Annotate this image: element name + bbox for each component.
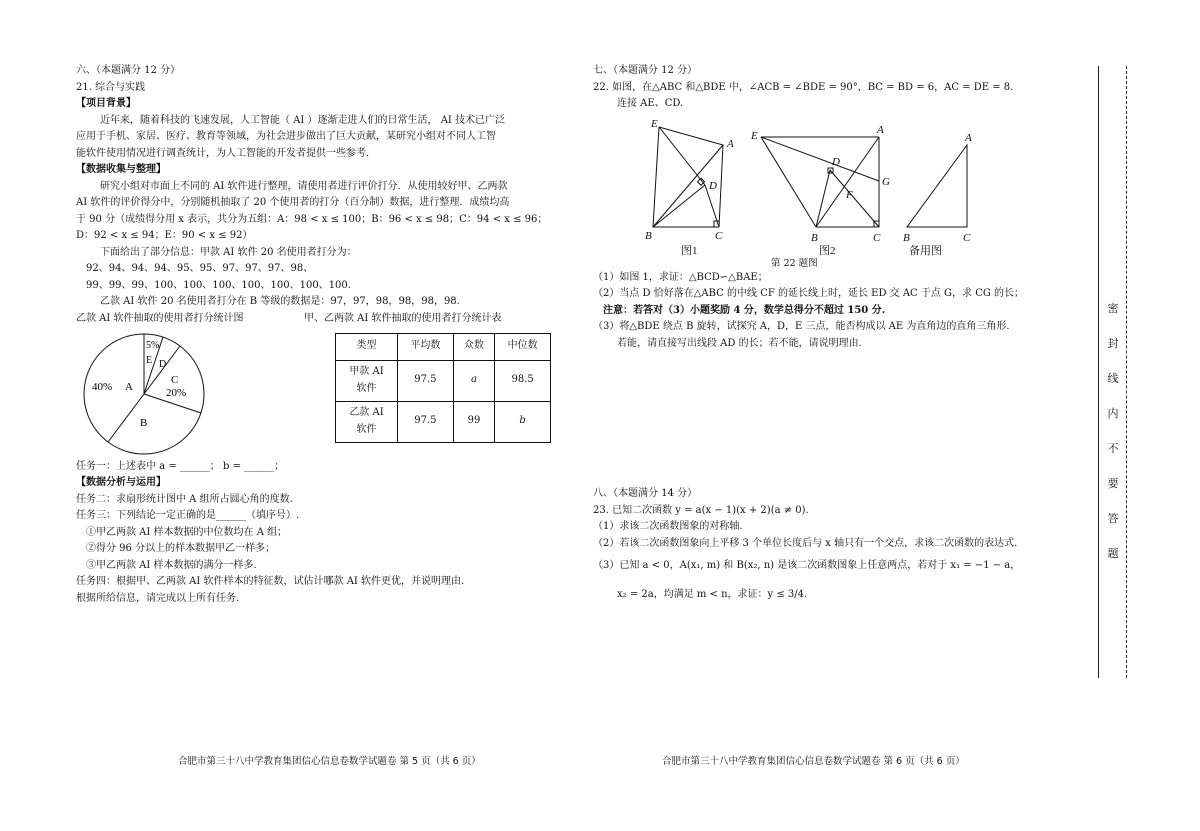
seal-char: 线: [1107, 372, 1119, 385]
chart-titles: [76, 311, 566, 331]
fig2-line-BA: [816, 137, 879, 227]
table-title: 甲、乙两款 AI 软件抽取的使用者打分统计表: [304, 312, 502, 324]
table-cell-type: 乙款 AI 软件: [336, 401, 398, 442]
fig2-caption: 图2: [819, 244, 836, 257]
q22-note: 注意：若答对（3）小题奖励 4 分，数学总得分不超过 150 分.: [603, 304, 886, 316]
q23-part1: （1）求该二次函数图象的对称轴.: [593, 521, 743, 532]
fig3-triangle: [907, 145, 967, 227]
fig1-outline: [653, 127, 723, 227]
q23-part3b: x₂ = 2a，均满足 m < n，求证：y ≤ 3/4.: [617, 588, 808, 600]
data-line-2: AI 软件的评价得分中，分别随机抽取了 20 个使用者的打分（百分制）数据，进行整理．成绩均高: [76, 197, 510, 208]
background-line-2: 应用于手机、家居、医疗、教育等领域，为社会进步做出了巨大贡献，某研究小组对不同人工智: [76, 131, 496, 142]
pie-label-A: 40%: [92, 380, 113, 393]
section8-title: 八、（本题满分 14 分）: [593, 488, 698, 499]
table-cell: b: [495, 401, 551, 442]
answer-space: [593, 352, 1073, 486]
seal-notice: [1103, 300, 1123, 561]
pie-chart-title: 乙款 AI 软件抽取的使用者打分统计图: [76, 312, 244, 324]
table-header: 众数: [453, 333, 494, 360]
data-line-4: D：92 < x ≤ 94；E：90 < x ≤ 92）: [76, 230, 253, 241]
task3: 任务三：下列结论一定正确的是______（填序号）.: [76, 510, 300, 521]
table-cell: 98.5: [495, 360, 551, 401]
seal-char: 答: [1107, 512, 1119, 525]
fig1-label: D: [709, 179, 717, 192]
fig2-line-BD: [816, 170, 830, 227]
figure-3: [907, 145, 967, 227]
background-heading: 【项目背景】: [76, 98, 136, 109]
fig3-label: C: [963, 231, 971, 244]
fig2-line-EG: [761, 137, 879, 181]
pie-divider-A-B: [108, 394, 144, 442]
pie-label-E-pct: 5%: [146, 339, 160, 351]
partial-info: 下面给出了部分信息：甲款 AI 软件 20 名使用者打分为：: [100, 246, 357, 258]
fig1-line-BD: [653, 185, 705, 227]
fig1-label: B: [645, 229, 652, 242]
pie-label-D: D: [159, 358, 167, 370]
pie-label-C: C: [171, 373, 179, 386]
q22-part2: （2）当点 D 恰好落在△ABC 的中线 CF 的延长线上时，延长 ED 交 AC 于点 G，求 CG 的长；: [593, 288, 1025, 299]
fig3-label: B: [903, 231, 910, 244]
fig2-label: A: [877, 123, 884, 136]
fig1-line-ED: [659, 127, 705, 185]
task3-option-2: ②得分 96 分以上的样本数据甲乙一样多；: [86, 543, 276, 554]
table-cell: a: [453, 360, 494, 401]
background-line-3: 能软件使用情况进行调查统计，为人工智能的开发者提供一些参考.: [76, 147, 370, 159]
table-header-row: [336, 333, 551, 360]
data-line-1: 研究小组对市面上不同的 AI 软件进行整理，请使用者进行评价打分．从使用较好甲、乙两款: [100, 180, 508, 192]
pie-label-E: E: [146, 354, 153, 366]
q23-part2: （2）若该二次函数图象向上平移 3 个单位长度后与 x 轴只有一个交点，求该二次函数的表达式.: [593, 537, 1018, 549]
binding-border: [1098, 66, 1099, 678]
pie-label-A-letter: A: [125, 380, 133, 393]
task2: 任务二：求扇形统计图中 A 组所占圆心角的度数.: [76, 493, 293, 505]
fig2-label: C: [873, 231, 881, 244]
data-heading: 【数据收集与整理】: [76, 164, 166, 175]
fig2-label: B: [811, 231, 818, 244]
seal-char: 题: [1107, 547, 1119, 560]
table-header: 中位数: [495, 333, 551, 360]
jia-scores-2: 99、99、99、100、100、100、100、100、100、100.: [86, 279, 351, 291]
q22-part3b: 若能，请直接写出线段 AD 的长；若不能，请说明理由.: [617, 337, 862, 349]
task3-option-1: ①甲乙两款 AI 样本数据的中位数均在 A 组；: [86, 526, 288, 538]
q22-line-1: 22. 如图，在△ABC 和△BDE 中，∠ACB = ∠BDE = 90°，BC = BD = 6，AC = DE = 8.: [593, 81, 1014, 93]
fig2-label: D: [832, 155, 840, 168]
q22-part3: （3）将△BDE 绕点 B 旋转，试探究 A，D，E 三点，能否构成以 AE 为直角边的直角三角形.: [593, 321, 1010, 332]
task3-option-3: ③甲乙两款 AI 样本数据的满分一样多.: [86, 559, 257, 571]
table-cell-type: 甲款 AI 软件: [336, 360, 398, 401]
seal-char: 封: [1107, 337, 1119, 350]
fig1-label: E: [651, 117, 658, 130]
q22-figures: [643, 117, 1043, 257]
table-cell: 99: [453, 401, 494, 442]
background-line-1: 近年来，随着科技的飞速发展，人工智能（ AI ）逐渐走进人们的日常生活， AI 技术已广泛: [100, 114, 506, 126]
pie-label-B: B: [140, 416, 148, 429]
jia-scores-1: 92、94、94、94、95、95、97、97、97、98、: [86, 263, 314, 274]
table-row: [336, 360, 551, 401]
table-cell: 97.5: [397, 360, 453, 401]
fig2-label: F: [846, 188, 853, 201]
table-header: 平均数: [397, 333, 453, 360]
pie-chart: [80, 331, 210, 457]
seal-char: 内: [1107, 407, 1119, 420]
section7-title: 七、（本题满分 12 分）: [593, 65, 698, 76]
fig2-line-EB: [761, 137, 816, 227]
fig3-label: A: [965, 131, 972, 144]
q22-part1: （1）如图 1，求证：△BCD∽△BAE；: [593, 271, 768, 283]
seal-dashed-line: [1126, 66, 1127, 678]
figure-area: [76, 331, 566, 459]
seal-char: 密: [1107, 302, 1119, 315]
fig1-label: C: [715, 229, 723, 242]
fig1-label: A: [727, 137, 734, 150]
fig2-label: E: [751, 129, 758, 142]
fig2-label: G: [882, 175, 890, 188]
table-cell: 97.5: [397, 401, 453, 442]
seal-char: 不: [1107, 442, 1119, 455]
analysis-heading: 【数据分析与运用】: [76, 477, 166, 488]
data-line-3: 于 90 分（成绩得分用 x 表示，共分为五组：A：98 < x ≤ 100；B：96 < x ≤ 98；C：94 < x ≤ 96；: [76, 213, 548, 225]
q22-line-2: 连接 AE、CD.: [617, 98, 684, 109]
footer-left: 合肥市第三十八中学教育集团信心信息卷数学试题卷 第 5 页（共 6 页）: [178, 756, 481, 767]
table-header: 类型: [336, 333, 398, 360]
footer-right: 合肥市第三十八中学教育集团信心信息卷数学试题卷 第 6 页（共 6 页）: [662, 756, 965, 767]
section6-title: 六、（本题满分 12 分）: [76, 65, 181, 76]
right-page: [593, 63, 1073, 603]
task1: 任务一：上述表中 a = ______； b = ______；: [76, 460, 285, 472]
pie-label-C-pct: 20%: [166, 386, 187, 399]
figure-2: [761, 137, 879, 227]
figure-1: [653, 127, 723, 227]
yi-b-scores: 乙款 AI 软件 20 名使用者打分在 B 等级的数据是：97，97，98，98，98，98.: [100, 296, 460, 307]
fig3-caption: 备用图: [909, 244, 942, 257]
stats-table: [335, 333, 551, 443]
q21-title: 21. 综合与实践: [76, 81, 146, 93]
fig-caption: 第 22 题图: [771, 257, 818, 269]
table-row: [336, 401, 551, 442]
closing-text: 根据所给信息，请完成以上所有任务.: [76, 592, 240, 604]
task4: 任务四：根据甲、乙两款 AI 软件样本的特征数，试估计哪款 AI 软件更优，并说明理由.: [76, 576, 465, 587]
q23-line: 23. 已知二次函数 y = a(x − 1)(x + 2)(a ≠ 0).: [593, 504, 809, 516]
fig1-caption: 图1: [681, 244, 698, 257]
seal-char: 要: [1107, 477, 1119, 490]
left-page: [76, 63, 566, 607]
q23-part3: （3）已知 a < 0，A(x₁, m) 和 B(x₂, n) 是该二次函数图象上任意两点，若对于 x₁ = −1 − a，: [593, 560, 1021, 571]
